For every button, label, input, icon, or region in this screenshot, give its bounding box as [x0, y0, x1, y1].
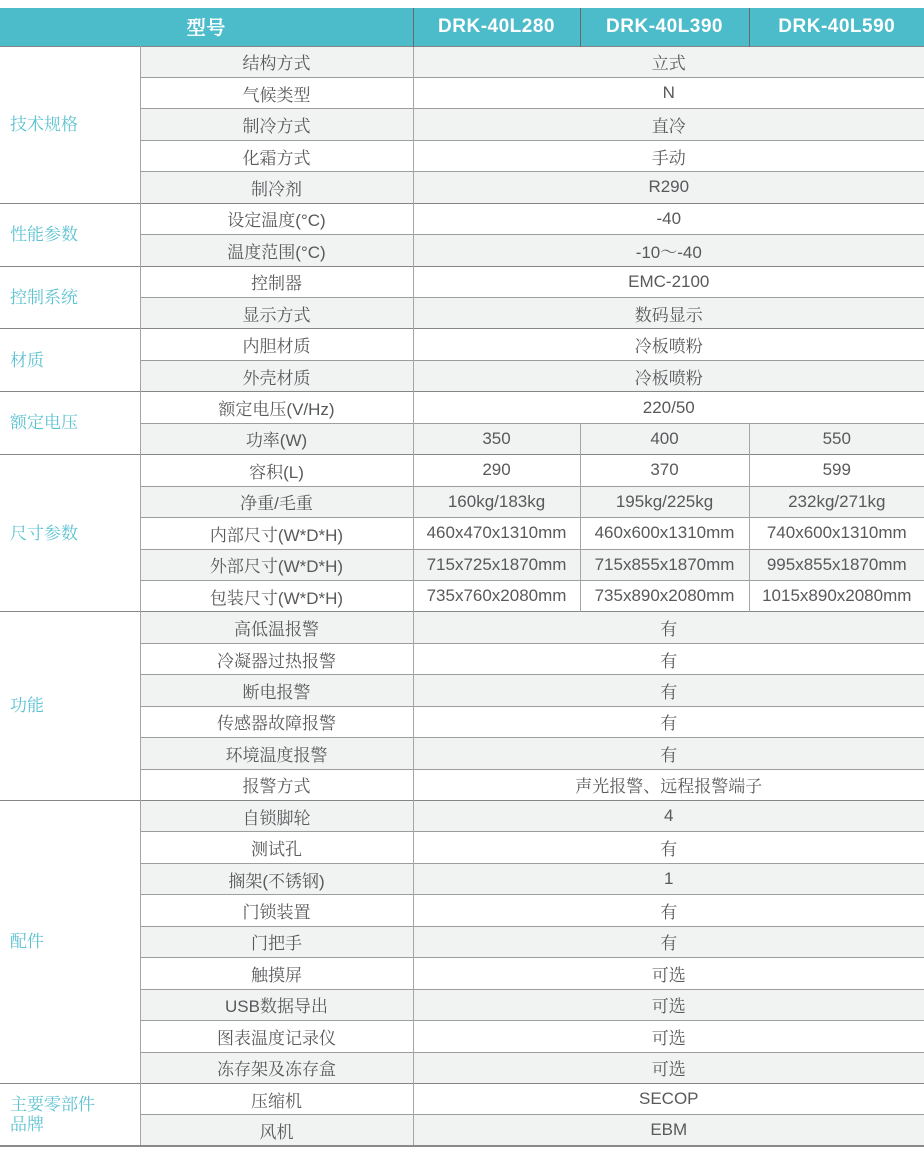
- param-label-cell: 门锁装置: [140, 895, 413, 926]
- param-label-cell: 冷凝器过热报警: [140, 643, 413, 674]
- value-cell: 有: [413, 675, 924, 706]
- value-cell: 有: [413, 612, 924, 643]
- value-cell: 声光报警、远程报警端子: [413, 769, 924, 800]
- param-label-cell: 内胆材质: [140, 329, 413, 360]
- value-cell: 冷板喷粉: [413, 360, 924, 391]
- param-label-cell: 控制器: [140, 266, 413, 297]
- spec-row: [0, 455, 924, 486]
- category-cell: 材质: [0, 329, 140, 392]
- category-cell: 性能参数: [0, 203, 140, 266]
- value-cell: 1015x890x2080mm: [749, 580, 924, 611]
- spec-row: [0, 392, 924, 423]
- value-cell: 直冷: [413, 109, 924, 140]
- param-label-cell: 显示方式: [140, 298, 413, 329]
- model-label-text: 型号: [186, 18, 226, 40]
- category-cell: 配件: [0, 801, 140, 1084]
- spec-row: [0, 612, 924, 643]
- value-cell: 460x600x1310mm: [580, 518, 749, 549]
- spec-table-body: [0, 46, 924, 1146]
- value-cell: 995x855x1870mm: [749, 549, 924, 580]
- param-label-cell: 额定电压(V/Hz): [140, 392, 413, 423]
- param-label-cell: 设定温度(°C): [140, 203, 413, 234]
- value-cell: 550: [749, 423, 924, 454]
- param-label-cell: 风机: [140, 1115, 413, 1146]
- value-cell: -40: [413, 203, 924, 234]
- param-label-cell: 气候类型: [140, 77, 413, 108]
- param-label-cell: 温度范围(°C): [140, 235, 413, 266]
- value-cell: 有: [413, 895, 924, 926]
- spec-row: [0, 203, 924, 234]
- value-cell: 有: [413, 832, 924, 863]
- category-cell: 主要零部件品牌: [0, 1083, 140, 1146]
- header-row: [0, 8, 924, 46]
- value-cell: 有: [413, 643, 924, 674]
- value-cell: 740x600x1310mm: [749, 518, 924, 549]
- param-label-cell: 图表温度记录仪: [140, 1021, 413, 1052]
- value-cell: 可选: [413, 989, 924, 1020]
- value-cell: 有: [413, 706, 924, 737]
- param-label-cell: 测试孔: [140, 832, 413, 863]
- value-cell: EMC-2100: [413, 266, 924, 297]
- value-cell: 715x725x1870mm: [413, 549, 580, 580]
- value-cell: 有: [413, 926, 924, 957]
- value-cell: 735x890x2080mm: [580, 580, 749, 611]
- param-label-cell: 外壳材质: [140, 360, 413, 391]
- value-cell: 1: [413, 863, 924, 894]
- spec-row: [0, 801, 924, 832]
- model-header-1: DRK-40L280: [413, 8, 580, 46]
- value-cell: 数码显示: [413, 298, 924, 329]
- value-cell: 350: [413, 423, 580, 454]
- category-cell: 额定电压: [0, 392, 140, 455]
- param-label-cell: 冻存架及冻存盒: [140, 1052, 413, 1083]
- param-label-cell: 高低温报警: [140, 612, 413, 643]
- spec-row: [0, 46, 924, 77]
- value-cell: 可选: [413, 1021, 924, 1052]
- value-cell: 370: [580, 455, 749, 486]
- model-header-3: DRK-40L590: [749, 8, 924, 46]
- param-label-cell: 触摸屏: [140, 958, 413, 989]
- value-cell: 可选: [413, 1052, 924, 1083]
- value-cell: 715x855x1870mm: [580, 549, 749, 580]
- value-cell: 599: [749, 455, 924, 486]
- value-cell: 立式: [413, 46, 924, 77]
- param-label-cell: 自锁脚轮: [140, 801, 413, 832]
- value-cell: 可选: [413, 958, 924, 989]
- value-cell: R290: [413, 172, 924, 203]
- param-label-cell: 内部尺寸(W*D*H): [140, 518, 413, 549]
- param-label-cell: 门把手: [140, 926, 413, 957]
- product-spec-table: [0, 8, 924, 1147]
- category-cell: 尺寸参数: [0, 455, 140, 612]
- param-label-cell: 化霜方式: [140, 140, 413, 171]
- value-cell: 400: [580, 423, 749, 454]
- value-cell: SECOP: [413, 1083, 924, 1114]
- param-label-cell: 净重/毛重: [140, 486, 413, 517]
- param-label-cell: 容积(L): [140, 455, 413, 486]
- value-cell: 232kg/271kg: [749, 486, 924, 517]
- value-cell: 有: [413, 738, 924, 769]
- value-cell: 460x470x1310mm: [413, 518, 580, 549]
- param-label-cell: 包装尺寸(W*D*H): [140, 580, 413, 611]
- param-label-cell: 压缩机: [140, 1083, 413, 1114]
- spec-row: [0, 329, 924, 360]
- spec-row: [0, 1083, 924, 1114]
- category-cell: 控制系统: [0, 266, 140, 329]
- param-label-cell: 传感器故障报警: [140, 706, 413, 737]
- model-label-header: [0, 8, 413, 46]
- value-cell: 290: [413, 455, 580, 486]
- param-label-cell: USB数据导出: [140, 989, 413, 1020]
- value-cell: 冷板喷粉: [413, 329, 924, 360]
- param-label-cell: 制冷剂: [140, 172, 413, 203]
- param-label-cell: 断电报警: [140, 675, 413, 706]
- param-label-cell: 搁架(不锈钢): [140, 863, 413, 894]
- category-cell: 功能: [0, 612, 140, 801]
- param-label-cell: 制冷方式: [140, 109, 413, 140]
- spec-table-header: [0, 8, 924, 46]
- spec-row: [0, 266, 924, 297]
- value-cell: -10～-40: [413, 235, 924, 266]
- param-label-cell: 功率(W): [140, 423, 413, 454]
- category-cell: 技术规格: [0, 46, 140, 203]
- value-cell: 195kg/225kg: [580, 486, 749, 517]
- value-cell: 4: [413, 801, 924, 832]
- value-cell: 手动: [413, 140, 924, 171]
- value-cell: 220/50: [413, 392, 924, 423]
- param-label-cell: 结构方式: [140, 46, 413, 77]
- param-label-cell: 报警方式: [140, 769, 413, 800]
- value-cell: N: [413, 77, 924, 108]
- value-cell: EBM: [413, 1115, 924, 1146]
- value-cell: 160kg/183kg: [413, 486, 580, 517]
- param-label-cell: 环境温度报警: [140, 738, 413, 769]
- model-header-2: DRK-40L390: [580, 8, 749, 46]
- param-label-cell: 外部尺寸(W*D*H): [140, 549, 413, 580]
- value-cell: 735x760x2080mm: [413, 580, 580, 611]
